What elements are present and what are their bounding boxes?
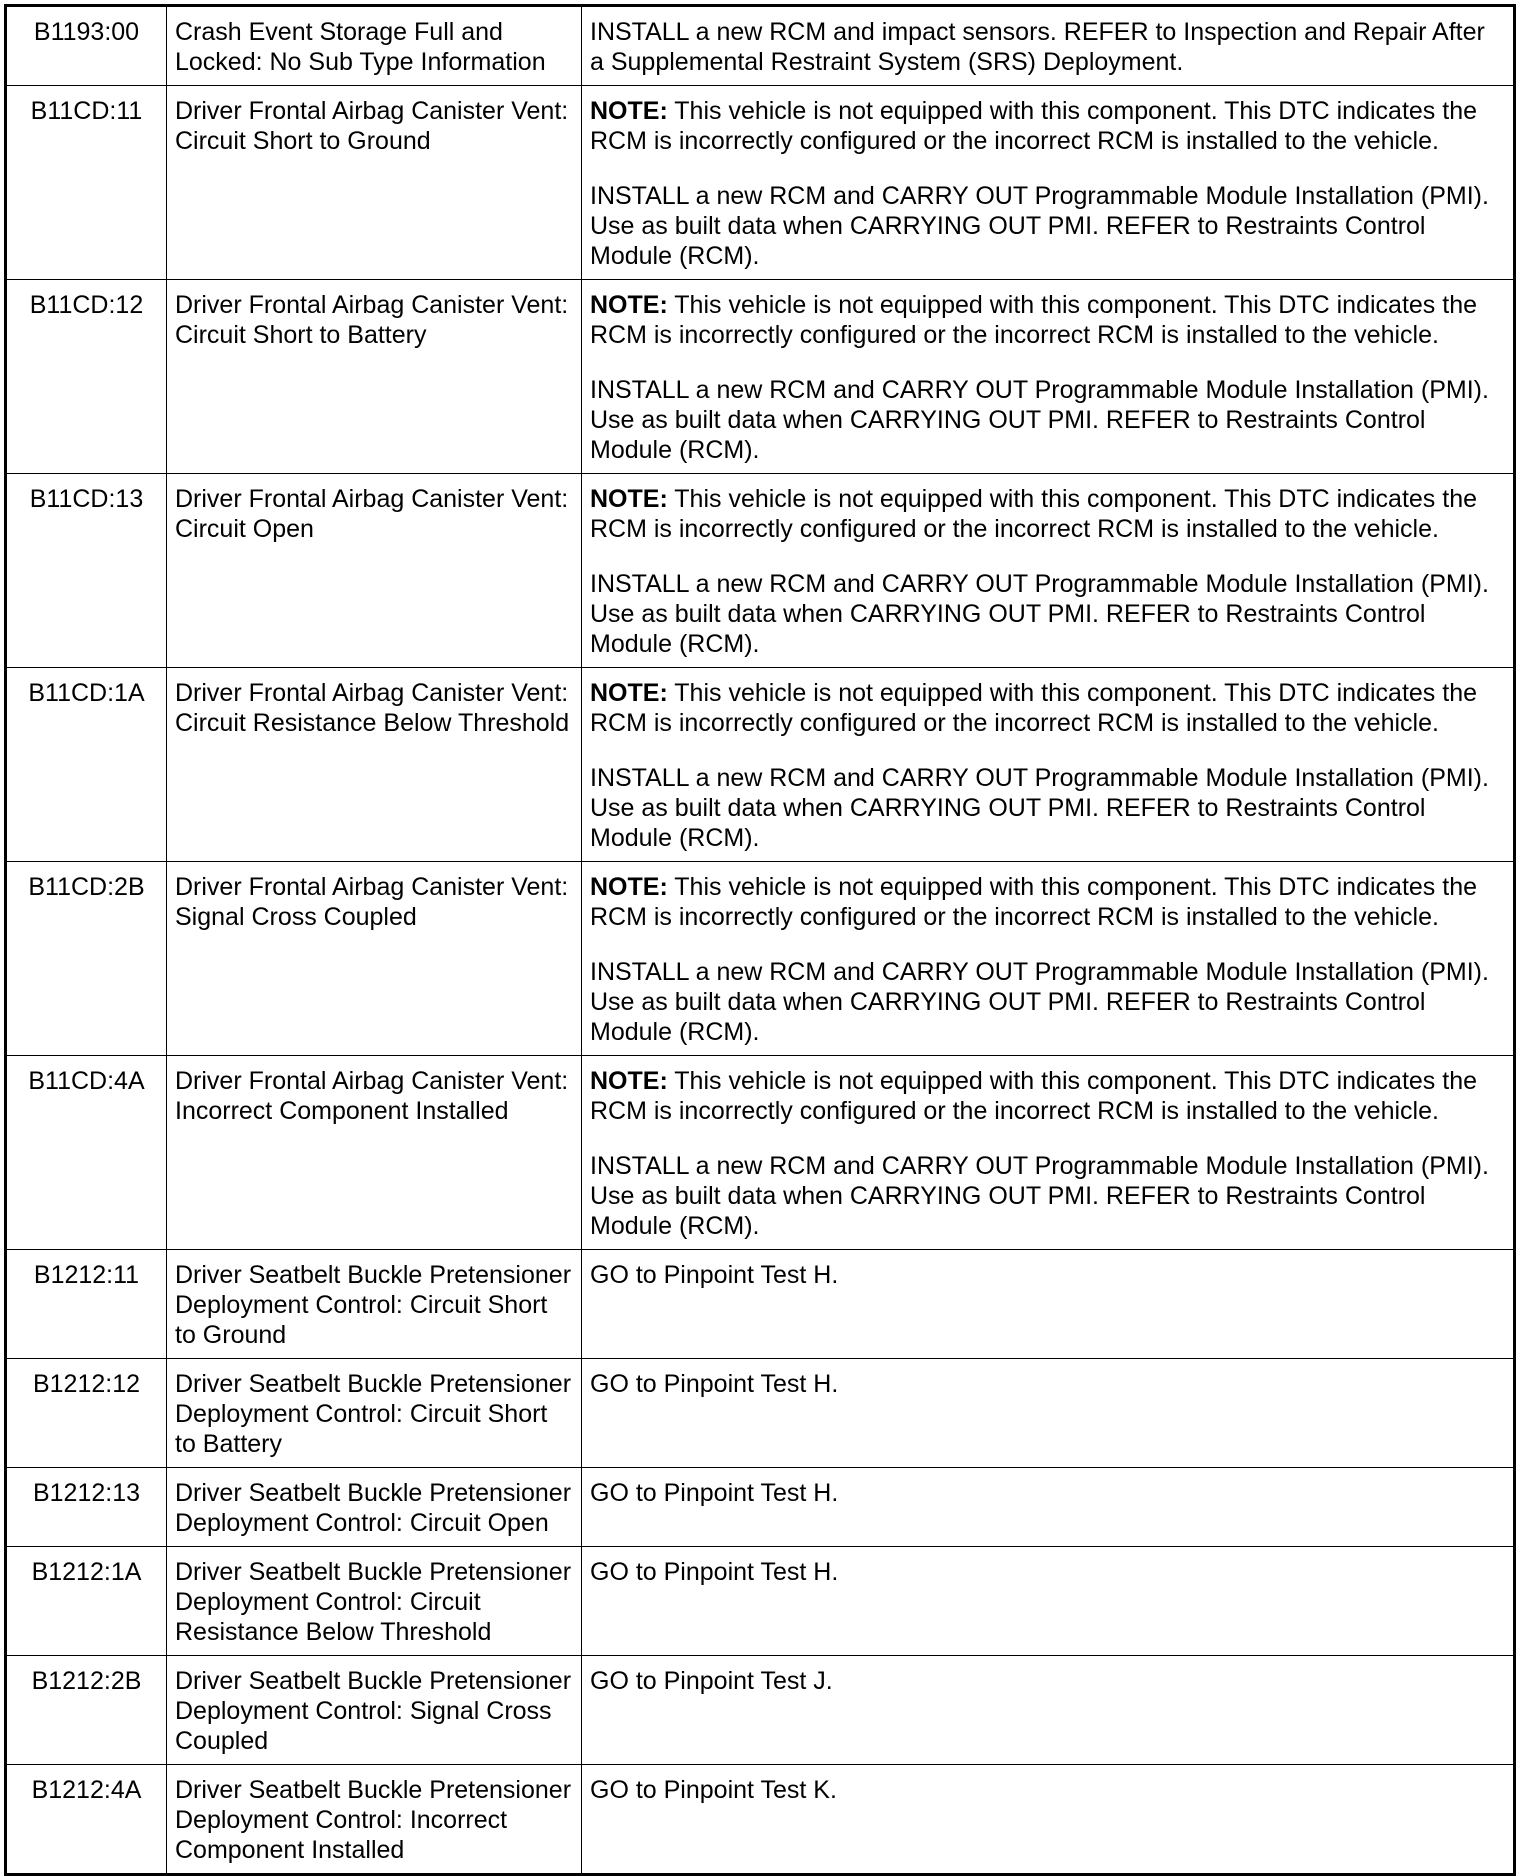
dtc-action-cell bbox=[582, 86, 1515, 280]
dtc-description: Driver Frontal Airbag Canister Vent: Circuit Short to Battery bbox=[167, 280, 582, 474]
table-row bbox=[6, 1468, 1515, 1547]
action-text: GO to Pinpoint Test K. bbox=[590, 1776, 837, 1804]
action-text: GO to Pinpoint Test H. bbox=[590, 1479, 839, 1507]
dtc-description: Driver Frontal Airbag Canister Vent: Signal Cross Coupled bbox=[167, 862, 582, 1056]
note-label: NOTE: bbox=[590, 1067, 668, 1095]
table-row bbox=[6, 86, 1515, 280]
action-text: INSTALL a new RCM and CARRY OUT Programmable Module Installation (PMI). Use as built data when CARRYING OUT PMI. REFER to Restraints Control Module (RCM). bbox=[590, 764, 1489, 852]
note-label: NOTE: bbox=[590, 97, 668, 125]
dtc-action-cell bbox=[582, 862, 1515, 1056]
dtc-code: B11CD:12 bbox=[6, 280, 167, 474]
note-text: This vehicle is not equipped with this component. This DTC indicates the RCM is incorrectly configured or the incorrect RCM is installed to the vehicle. bbox=[590, 679, 1477, 737]
table-row bbox=[6, 1250, 1515, 1359]
dtc-action-cell bbox=[582, 1250, 1515, 1359]
dtc-action-cell bbox=[582, 1468, 1515, 1547]
dtc-action-cell bbox=[582, 280, 1515, 474]
dtc-code: B11CD:4A bbox=[6, 1056, 167, 1250]
table-row bbox=[6, 6, 1515, 86]
dtc-code: B1212:1A bbox=[6, 1547, 167, 1656]
dtc-description: Driver Seatbelt Buckle Pretensioner Deployment Control: Incorrect Component Installed bbox=[167, 1765, 582, 1875]
note-label: NOTE: bbox=[590, 485, 668, 513]
action-text: GO to Pinpoint Test H. bbox=[590, 1261, 839, 1289]
action-text: INSTALL a new RCM and CARRY OUT Programmable Module Installation (PMI). Use as built data when CARRYING OUT PMI. REFER to Restraints Control Module (RCM). bbox=[590, 570, 1489, 658]
dtc-code: B11CD:13 bbox=[6, 474, 167, 668]
table-row bbox=[6, 474, 1515, 668]
note-text: This vehicle is not equipped with this component. This DTC indicates the RCM is incorrectly configured or the incorrect RCM is installed to the vehicle. bbox=[590, 1067, 1477, 1125]
dtc-description: Driver Frontal Airbag Canister Vent: Circuit Resistance Below Threshold bbox=[167, 668, 582, 862]
note-paragraph bbox=[590, 96, 1505, 156]
dtc-action-cell bbox=[582, 1359, 1515, 1468]
dtc-code: B11CD:11 bbox=[6, 86, 167, 280]
table-row bbox=[6, 1765, 1515, 1875]
action-text: INSTALL a new RCM and CARRY OUT Programmable Module Installation (PMI). Use as built data when CARRYING OUT PMI. REFER to Restraints Control Module (RCM). bbox=[590, 1152, 1489, 1240]
dtc-table bbox=[4, 4, 1516, 1876]
action-text: GO to Pinpoint Test J. bbox=[590, 1667, 833, 1695]
dtc-description: Driver Frontal Airbag Canister Vent: Incorrect Component Installed bbox=[167, 1056, 582, 1250]
action-text: INSTALL a new RCM and CARRY OUT Programmable Module Installation (PMI). Use as built data when CARRYING OUT PMI. REFER to Restraints Control Module (RCM). bbox=[590, 958, 1489, 1046]
table-row bbox=[6, 1359, 1515, 1468]
note-text: This vehicle is not equipped with this component. This DTC indicates the RCM is incorrectly configured or the incorrect RCM is installed to the vehicle. bbox=[590, 485, 1477, 543]
dtc-description: Crash Event Storage Full and Locked: No Sub Type Information bbox=[167, 6, 582, 86]
dtc-action-cell bbox=[582, 1547, 1515, 1656]
dtc-code: B1212:2B bbox=[6, 1656, 167, 1765]
note-label: NOTE: bbox=[590, 679, 668, 707]
action-text: GO to Pinpoint Test H. bbox=[590, 1370, 839, 1398]
dtc-action-cell bbox=[582, 1056, 1515, 1250]
dtc-code: B1212:12 bbox=[6, 1359, 167, 1468]
dtc-code: B11CD:1A bbox=[6, 668, 167, 862]
note-paragraph bbox=[590, 872, 1505, 932]
note-label: NOTE: bbox=[590, 291, 668, 319]
table-row bbox=[6, 1056, 1515, 1250]
table-row bbox=[6, 1656, 1515, 1765]
dtc-description: Driver Seatbelt Buckle Pretensioner Deployment Control: Circuit Resistance Below Threshold bbox=[167, 1547, 582, 1656]
dtc-description: Driver Seatbelt Buckle Pretensioner Deployment Control: Circuit Short to Ground bbox=[167, 1250, 582, 1359]
dtc-description: Driver Seatbelt Buckle Pretensioner Deployment Control: Circuit Short to Battery bbox=[167, 1359, 582, 1468]
dtc-action-cell bbox=[582, 1656, 1515, 1765]
dtc-code: B1193:00 bbox=[6, 6, 167, 86]
table-row bbox=[6, 1547, 1515, 1656]
note-text: This vehicle is not equipped with this component. This DTC indicates the RCM is incorrectly configured or the incorrect RCM is installed to the vehicle. bbox=[590, 873, 1477, 931]
dtc-table-body bbox=[6, 6, 1515, 1875]
action-text: INSTALL a new RCM and CARRY OUT Programmable Module Installation (PMI). Use as built data when CARRYING OUT PMI. REFER to Restraints Control Module (RCM). bbox=[590, 182, 1489, 270]
action-text: INSTALL a new RCM and CARRY OUT Programmable Module Installation (PMI). Use as built data when CARRYING OUT PMI. REFER to Restraints Control Module (RCM). bbox=[590, 376, 1489, 464]
dtc-code: B1212:11 bbox=[6, 1250, 167, 1359]
dtc-action-cell bbox=[582, 668, 1515, 862]
note-paragraph bbox=[590, 290, 1505, 350]
note-paragraph bbox=[590, 1066, 1505, 1126]
table-row bbox=[6, 862, 1515, 1056]
dtc-code: B1212:13 bbox=[6, 1468, 167, 1547]
action-text: GO to Pinpoint Test H. bbox=[590, 1558, 839, 1586]
dtc-code: B1212:4A bbox=[6, 1765, 167, 1875]
note-paragraph bbox=[590, 484, 1505, 544]
dtc-description: Driver Frontal Airbag Canister Vent: Circuit Open bbox=[167, 474, 582, 668]
action-text: INSTALL a new RCM and impact sensors. REFER to Inspection and Repair After a Supplemental Restraint System (SRS) Deployment. bbox=[590, 18, 1485, 76]
dtc-description: Driver Seatbelt Buckle Pretensioner Deployment Control: Circuit Open bbox=[167, 1468, 582, 1547]
dtc-action-cell bbox=[582, 6, 1515, 86]
dtc-description: Driver Seatbelt Buckle Pretensioner Deployment Control: Signal Cross Coupled bbox=[167, 1656, 582, 1765]
table-row bbox=[6, 668, 1515, 862]
table-row bbox=[6, 280, 1515, 474]
note-label: NOTE: bbox=[590, 873, 668, 901]
dtc-action-cell bbox=[582, 1765, 1515, 1875]
dtc-action-cell bbox=[582, 474, 1515, 668]
note-paragraph bbox=[590, 678, 1505, 738]
dtc-description: Driver Frontal Airbag Canister Vent: Circuit Short to Ground bbox=[167, 86, 582, 280]
dtc-code: B11CD:2B bbox=[6, 862, 167, 1056]
note-text: This vehicle is not equipped with this component. This DTC indicates the RCM is incorrectly configured or the incorrect RCM is installed to the vehicle. bbox=[590, 291, 1477, 349]
note-text: This vehicle is not equipped with this component. This DTC indicates the RCM is incorrectly configured or the incorrect RCM is installed to the vehicle. bbox=[590, 97, 1477, 155]
